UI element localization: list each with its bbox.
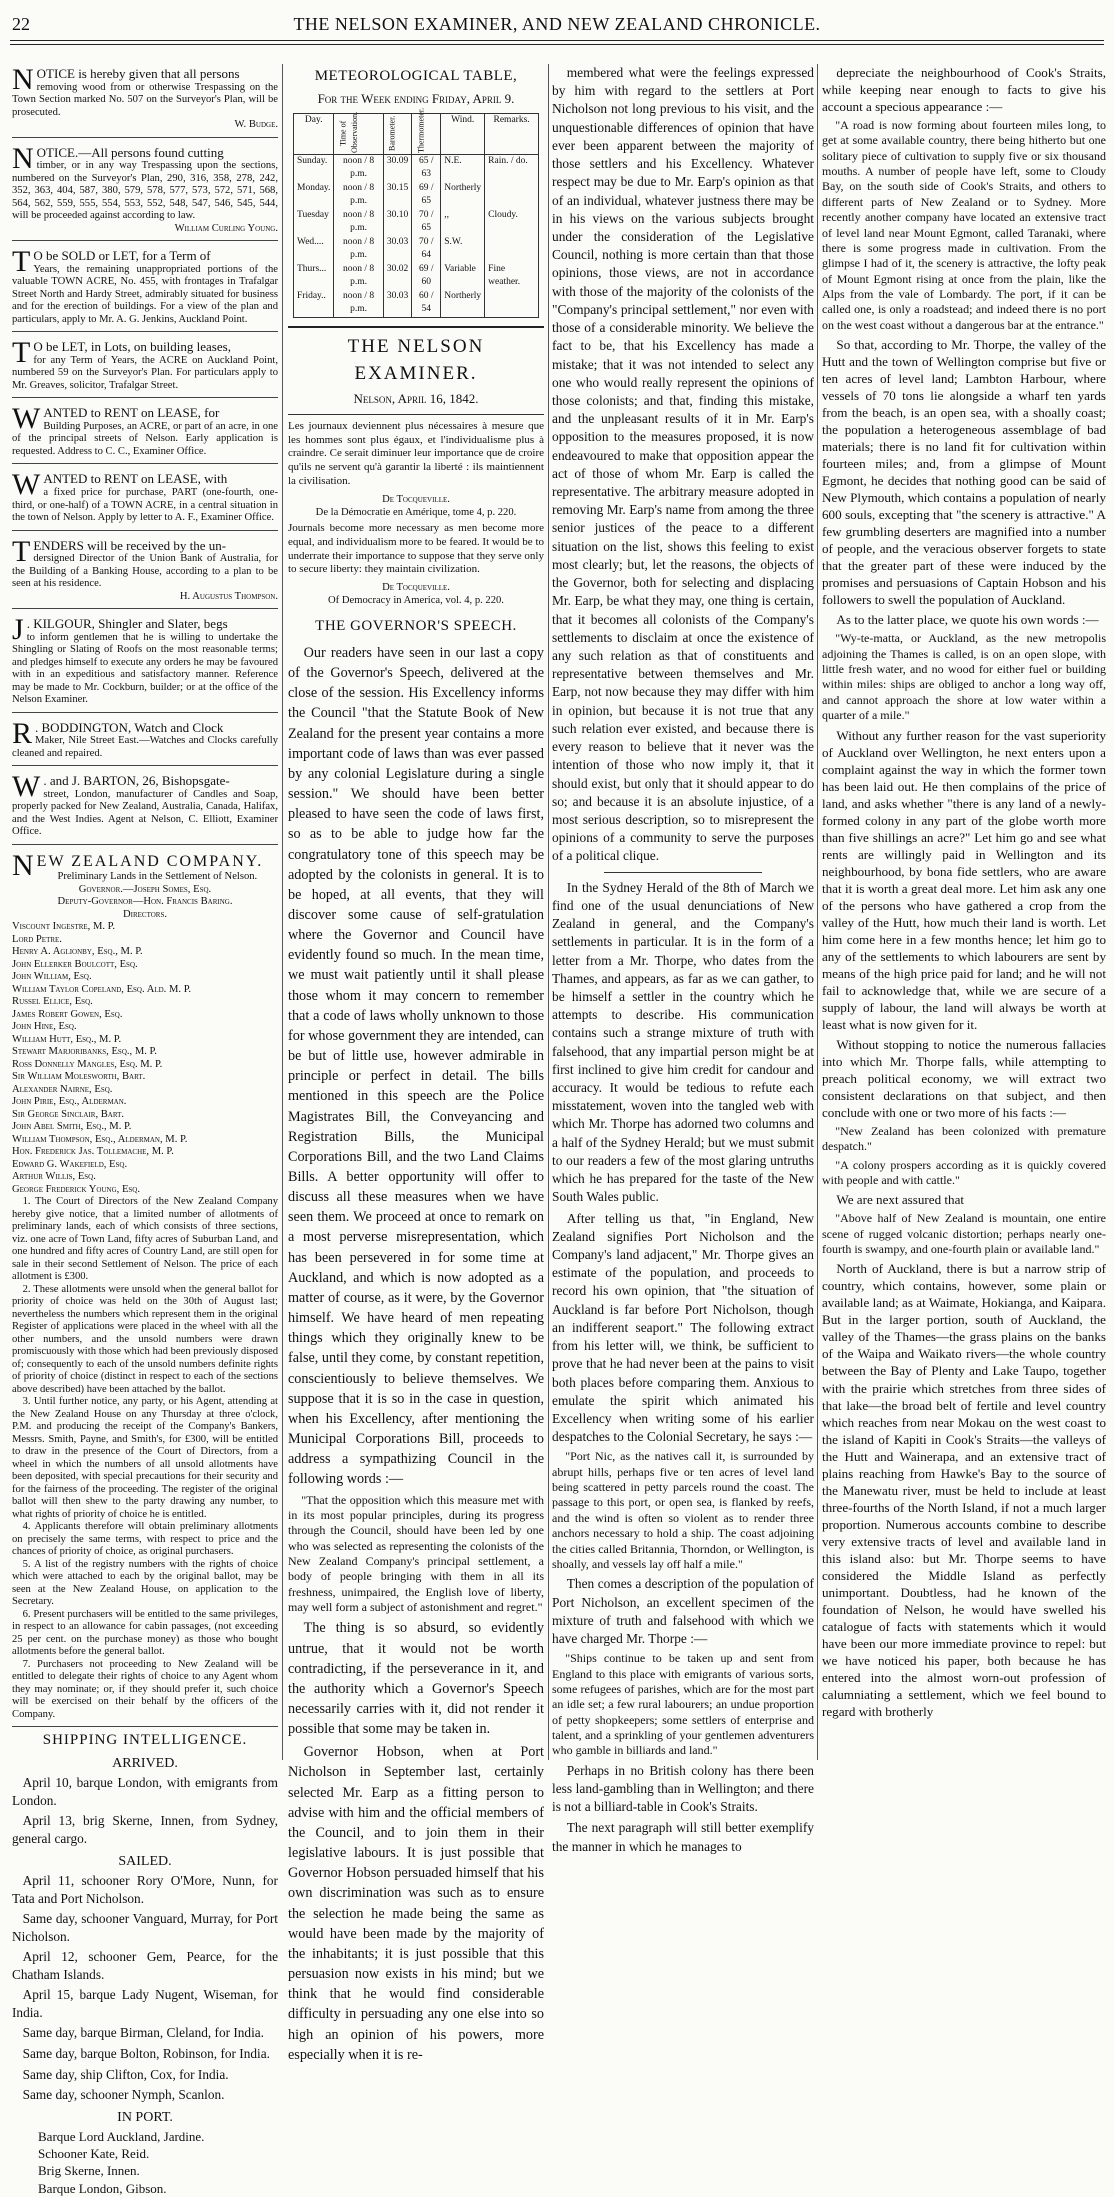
meteo-cell: 70 / 64 (412, 236, 441, 263)
meteo-cell: 69 / 65 (412, 182, 441, 209)
column-rule (548, 64, 549, 1760)
epigraph-author: De Tocqueville. (382, 493, 450, 505)
director-name: Sir George Sinclair, Bart. (12, 1108, 125, 1120)
article-paragraph: Without stopping to notice the numerous fallacies into which Mr. Thorpe falls, while attempting to preach political economy, we will extract two consistent declarations on that subject, and then conclude with one or two more of his facts :— (822, 1036, 1106, 1120)
meteo-body (294, 154, 539, 317)
meteo-cell: Friday.. (294, 290, 334, 317)
dateline-rule (288, 414, 544, 415)
ad-body: Maker, Nile Street East.—Watches and Clocks carefully cleaned and repaired. (12, 735, 278, 759)
clause: 3. Until further notice, any party, or his Agent, attending at the New Zealand House on any Thursday at three o'clock, P.M. and producing the receipt of the Company's Bankers, Messrs. Smith, Payne, and Smith's, for £300, will be entitled to draw in the presence of the Court of Directors, from a wheel in which the numbers of all unsold allotments have been deposited, with special precautions for their security and for the fairness of the proceeding. The register of the original ballot will then shew to the party drawing any number, to what rights of priority of choice he is entitled. (12, 1396, 278, 1520)
article-paragraph: Then comes a description of the population of Port Nicholson, an excellent specimen of the mixture of truth and falsehood with which we have charged Mr. Thorpe :— (552, 1576, 814, 1646)
section-divider (604, 872, 761, 873)
epigraph-author-2: De Tocqueville. (382, 582, 450, 594)
meteo-header: Day. (294, 113, 334, 154)
epigraph-source: De la Démocratie en Amérique, tome 4, p. 220. (315, 506, 517, 518)
director-name: Lord Petre. (12, 933, 62, 945)
article-paragraph: "A colony prospers according as it is quickly covered with people and with cattle." (822, 1157, 1106, 1187)
meteo-header: Thermometer. (412, 113, 441, 154)
director-name: Hon. Frederick Jas. Tollemache, M. P. (12, 1146, 174, 1158)
ad-dropcap: T (12, 245, 31, 279)
ad-body: removing wood from or otherwise Trespassing on the Town Section marked No. 507 on the Surveyor's Plan, will be prosecuted. (12, 81, 278, 118)
meteorological-table (293, 108, 539, 318)
ad-headline: OTICE.—All persons found cutting (36, 144, 224, 160)
ad-body: dersigned Director of the Union Bank of Australia, for the Building of a Banking House, according to a plan to be seen at his residence. (12, 553, 278, 590)
meteo-cell: 30.15 (383, 182, 411, 209)
article-paragraph: "New Zealand has been colonized with premature despatch." (822, 1123, 1106, 1154)
ad-signature: H. Augustus Thompson. (179, 590, 278, 602)
ad-lead (12, 141, 278, 175)
masthead-title: THE NELSON EXAMINER, AND NEW ZEALAND CHRONICLE. (293, 14, 821, 34)
meteo-row (294, 182, 539, 209)
sailed-list (12, 1872, 278, 2104)
ad-headline: ANTED to RENT on LEASE, for (43, 405, 220, 421)
sailed-entry: Same day, schooner Nymph, Scanlon. (22, 2087, 225, 2103)
ad-body: street, London, manufacturer of Candles and Soap, properly packed for New Zealand, Australia, Canada, Halifax, and the West Indies. Agent at Nelson, C. Elliott, Examiner Office. (12, 788, 278, 838)
article-paragraph: "Wy-te-matta, or Auckland, as the new metropolis adjoining the Thames is called, is on an open slope, with little fresh water, and no wood for either fuel or building within miles: ships are obliged to anchor a long way off, and cannot approach the shore at low water within a quarter of a mile." (822, 631, 1106, 723)
meteo-cell: Variable (441, 263, 485, 290)
nzco-dropcap: N (12, 848, 34, 882)
ad-dropcap: N (12, 63, 34, 96)
ad-body: Years, the remaining unappropriated portions of the valuable TOWN ACRE, No. 455, with frontages in Trafalgar Street North and Hardy Street, admirably situated for business and for the erection of buildings. For a view of the plan and particulars, apply to Mr. A. G. Jenkins, Auckland Point. (12, 263, 278, 325)
sailed-entry: April 11, schooner Rory O'More, Nunn, for Tata and Port Nicholson. (12, 1873, 278, 1906)
meteo-cell: noon / 8 p.m. (334, 154, 383, 181)
meteo-title: METEOROLOGICAL TABLE, (314, 68, 518, 84)
meteo-cell: noon / 8 p.m. (334, 263, 383, 290)
article-paragraph: In the Sydney Herald of the 8th of March we find one of the usual denunciations of New Zealand in general, and the Company's settlements in particular. It is in the form of a letter from a Mr. Thorpe, who dates from the Thames, and appears, as far as we can gather, to be himself a settler in the country which he attempts to describe. His communication contains such a strange mixture of truth with falsehood, that any impartial person might be at first inclined to give him credit for candour and accuracy. It would be tedious to refute each misstatement, woven into the tangled web with which Mr. Thorpe has adorned two columns and a half of the Sydney Herald; but we must submit to our readers a few of the most glaring untruths which he has prepared for the taste of the New South Wales public. (552, 879, 814, 1205)
ad-lead (12, 63, 278, 96)
director-name: John Abel Smith, Esq., M. P. (12, 1121, 132, 1133)
arrived-entry: April 10, barque London, with emigrants from London. (12, 1775, 278, 1808)
arrived-list (12, 1774, 278, 1847)
article-paragraph: membered what were the feelings expressed by him with regard to the settlers at Port Nicholson not long previous to his visit, and the unquestionable differences of opinion that have ever been apparent between the majority of those settlers and his Excellency. Whatever respect may be due to Mr. Earp's opinion as that of an individual, whatever justness there may be in his views on the various subjects brought under the consideration of the Legislative Council, nothing is more certain than that those opinions, those views, are not in accordance with those of the majority of the colonists of the "Company's principal settlement," nor even with those of a considerable minority. We believe the fact to be, that his Excellency has made a mistake; that it was not intended to select any one who would really represent the opinions of those colonists; and that, finding this mistake, and the unpleasant results of it in Mr. Earp's opposition to the measures proposed, it is now endeavoured to make that opposition appear the act of those of whom Mr. Earp is called the representative. The arbitrary measure adopted in removing Mr. Earp's name from among the three senior justices of the peace to a different situation on the list, shows this feeling to exist most clearly; but, let the reasons, the objects of the Governor, both for selecting and displacing Mr. Earp, be what they may, one thing is certain, that it becomes all colonists of the Company's settlements to disclaim at once the existence of any such relation as that of constituents and representative between themselves and Mr. Earp, not now because they may differ with him in opinion, but because it is not true that any such relation ever existed, and because there is every reason to believe that it never was the intention of those who now imply it, that it should exist, but only that it should appear to do so; and because it is an absolute injustice, of a most serious description, so to misrepresent the opinions of a community to serve the purposes of a political clique. (552, 65, 814, 864)
column-rule (282, 64, 283, 1760)
director-name: Stewart Marjoribanks, Esq., M. P. (12, 1046, 157, 1058)
ad-headline: O be SOLD or LET, for a Term of (33, 248, 211, 264)
article-body (288, 643, 544, 2065)
clause: 2. These allotments were unsold when the general ballot for priority of choice was held on the 30th of August last; nevertheless the numbers which represent them in the original Register of applications were placed in the wheel with all the other numbers, and the unsold numbers were drawn promiscuously with those which had been previously disposed of; consequently to each of the unsold numbers definite rights of priority of choice (distinct in respect to each of the sections above described) have been attached by the ballot. (12, 1283, 278, 1395)
ad-lead (12, 336, 278, 370)
ad-dropcap: R (12, 716, 33, 750)
dateline: Nelson, April 16, 1842. (353, 390, 479, 406)
advertisement (12, 64, 278, 138)
in-port-list (12, 2128, 278, 2197)
article-paragraph: The thing is so absurd, so evidently untrue, that it would not be worth contradicting, if the perseverance in it, and the authority which a Governor's Speech necessarily carries with it, did not render it possible that some may be taken in. (288, 1620, 544, 1738)
thorpe-article-continued (822, 64, 1106, 1720)
meteo-cell: N.E. (441, 154, 485, 181)
meteo-cell: Rain. / do. (485, 154, 539, 181)
ad-headline: . KILGOUR, Shingler and Slater, begs (26, 616, 228, 632)
epigraph-french: Les journaux deviennent plus nécessaires à mesure que les hommes sont plus égaux, et l'individualisme plus à craindre. Ce serait diminuer leur importance que de croire qu'ils ne servent qu'à garantir la liberté : ils maintiennent la civilisation. (288, 419, 544, 487)
nzco-sub: Preliminary Lands in the Settlement of Nelson. (57, 871, 258, 883)
director-name: John William, Esq. (12, 971, 92, 983)
ad-headline: ENDERS will be received by the un- (33, 537, 227, 553)
sailed-entry: Same day, schooner Vanguard, Murray, for Port Nicholson. (12, 1911, 278, 1944)
article-paragraph: "A road is now forming about fourteen miles long, to get at some available country, there being hitherto but one solitary piece of cultivation to supply five or six thousand mouths. A number of people have left, some to Cloudy Bay, on the south side of Cook's Straits, and others to different parts of New Zealand or to Sydney. More recently another company have located an extensive tract of level land near Mount Egmont, called Taranaki, where there is some progress made in cultivation. From the glimpse I had of it, the scenery is attractive, the lofty peak of Mount Egmont rising at once from the plain, like the Alps from the vale of Lombardy. The port, if it can be called one, is only a roadstead; and indeed there is no port on the west coast without a dangerous bar at the entrance." (822, 118, 1106, 332)
clauses-list (12, 1196, 278, 1721)
ad-dropcap: W (12, 402, 41, 436)
sailed-entry: April 15, barque Lady Nugent, Wiseman, for India. (12, 1987, 278, 2020)
meteo-cell: 69 / 60 (412, 263, 441, 290)
meteo-cell: 30.02 (383, 263, 411, 290)
director-name: George Frederick Young, Esq. (12, 1183, 141, 1195)
meteo-header-row (294, 113, 539, 154)
directors-list (12, 921, 278, 1196)
meteo-cell: Cloudy. (485, 209, 539, 236)
article-paragraph: Governor Hobson, when at Port Nicholson in September last, certainly selected Mr. Earp as a fitting person to advise with him and the official members of the Council, and to join them in their legislative labours. It is just possible that Governor Hobson persuaded himself that his own discrimination was such as to ensure the selection he made being the same as would have been made by the majority of the inhabitants; it is just possible that this persuasion now exists in his mind; but we think that he would find considerable difficulty in persuading any one else into so high an opinion of his powers, more especially when it is re- (288, 1744, 544, 2063)
ad-dropcap: J (12, 613, 24, 647)
sailed-entry: Same day, barque Bolton, Robinson, for India. (22, 2045, 270, 2061)
meteo-cell: 60 / 54 (412, 290, 441, 317)
advertisement (12, 246, 278, 332)
advertisement (12, 771, 278, 845)
advertisement (12, 614, 278, 713)
director-name: James Robert Gowen, Esq. (12, 1008, 123, 1020)
epigraph (288, 420, 544, 608)
sailed-entry: April 12, schooner Gem, Pearce, for the Chatham Islands. (12, 1949, 278, 1982)
ad-dropcap: W (12, 770, 41, 804)
article-paragraph: The next paragraph will still better exemplify the manner in which he manages to (552, 1820, 814, 1854)
meteo-cell (485, 182, 539, 209)
port-entry: Barque Lord Auckland, Jardine. (38, 2129, 205, 2145)
meteo-header: Time of Observation. (334, 113, 383, 154)
article-paragraph: Without any further reason for the vast superiority of Auckland over Wellington, he next enters upon a complaint against the way in which the former town has been laid out. He then complains of the price of land, and asks whether "there is any land of a newly-formed colony in any part of the globe worth more than five shillings an acre?" Let him go and see what rents are willingly paid in Wellington and its neighbourhood, by bona fide settlers, who are aware that it is worth a great deal more. Let him ask any one of the persons who have gathered a crop from the valley of the Hutt, how much their land is worth. Let him come here in a few months hence; let him go to any of the settlements to which labourers are sent by means of the high price paid for land; and he will not fail to acknowledge that, while we are secure of a supply of labour, the land will always be worth at least what is now given for it. (822, 727, 1106, 1032)
article-paragraph: North of Auckland, there is but a narrow strip of country, which contains, however, some plain or available land; as at Waimate, Hokianga, and Kaipara. But in the larger portion, south of Auckland, the valley of the Thames—the grass plains on the banks of the Waipa and Waikato rivers—the whole country between the Bay of Plenty and Lake Taupo, together with the prairie which stretches from three sides of that lake—the broad belt of fertile and level country which reaches from near Mokau on the west coast to the island of Kapiti in Cook's Straits—the valleys of the Hutt and Wainerapa, and an extensive tract of plains reaching from Hawke's Bay to the source of the Manewatu river, must be held to include at least three-fourths of the North Island, if not a much larger proportion. Numerous accounts combine to describe very extensive tracts of level and available land in this island also: but Mr. Thorpe seems to have considered the Middle Island as perfectly unimportant. Doubtless, had he known of the foundation of Nelson, he would have swelled his catalogue of facts with statements which it would have been our more immediate province to repel: but we have noticed his paper, both because he has entered into the almost worn-out profession of calumniating a settlement, which we feel bound to regard with brotherly (822, 1261, 1106, 1719)
director-name: Russel Ellice, Esq. (12, 996, 93, 1008)
column-three (552, 64, 814, 1854)
meteo-cell: Northerly (441, 182, 485, 209)
port-entry: Schooner Kate, Reid. (38, 2146, 150, 2162)
meteo-cell: 70 / 65 (412, 209, 441, 236)
director-name: Henry A. Aglionby, Esq., M. P. (12, 946, 143, 958)
meteo-cell: Wed.... (294, 236, 334, 263)
article-paragraph: Perhaps in no British colony has there been less land-gambling than in Wellington; and there is not a billiard-table in Cook's Straits. (552, 1762, 814, 1815)
clause: 1. The Court of Directors of the New Zealand Company hereby give notice, that a limited number of allotments of preliminary lands, each of which consists of three sections, viz. one acre of Town Land, fifty acres of Suburban Land, and one hundred and fifty acres of Country Land, are still open for sale in their second Settlement of Nelson. The price of each allotment is £300. (12, 1196, 278, 1283)
ad-headline: ANTED to RENT on LEASE, with (43, 471, 228, 487)
article-headline: THE GOVERNOR'S SPEECH. (315, 617, 517, 634)
sailed-entry: Same day, barque Birman, Cleland, for India. (22, 2025, 264, 2041)
thorpe-article (552, 879, 814, 1856)
advertisement (12, 403, 278, 464)
ad-dropcap: W (12, 468, 41, 502)
port-entry: Barque London, Gibson. (38, 2180, 167, 2196)
arrived-entry: April 13, brig Skerne, Innen, from Sydney, general cargo. (12, 1813, 278, 1846)
shipping-intelligence (12, 1732, 278, 2197)
meteo-cell: Northerly (441, 290, 485, 317)
in-port-heading: IN PORT. (117, 2109, 173, 2125)
meteo-cell: 30.09 (383, 154, 411, 181)
meteo-cell: 30.03 (383, 236, 411, 263)
ad-lead (12, 534, 278, 568)
article-paragraph: We are next assured that (836, 1192, 965, 1208)
meteo-header: Wind. (441, 113, 485, 154)
ad-body: Building Purposes, an ACRE, or part of an acre, in one of the principal streets of Nelson. Early application is requested. Address to C. C., Examiner Office. (12, 420, 278, 457)
article-paragraph: After telling us that, "in England, New Zealand signifies Port Nicholson and the Company's land adjacent," Mr. Thorpe gives an estimate of the population, and proceeds to record his own opinion, that "the situation of Auckland is far before Port Nicholson, though an indifferent seaport." The following extract from his letter will, we think, be sufficient to prove that he had never been at the pains to visit both places before comparing them. Anxious to emulate the spirit which animated his Excellency when writing some of his earlier despatches to the Colonial Secretary, he says :— (552, 1210, 814, 1445)
meteo-cell: noon / 8 p.m. (334, 182, 383, 209)
meteo-cell: noon / 8 p.m. (334, 290, 383, 317)
masthead-rule (10, 40, 1104, 41)
article-paragraph: "That the opposition which this measure met with in its most popular principles, during its progress through the Council, should have been led by one who was selected as representing the colonists of the New Zealand Company's principal settlement, a body of people bringing with them in all its freshness, unimpaired, the English love of liberty, may well form a subject of astonishment and regret." (288, 1492, 544, 1615)
meteo-cell (485, 290, 539, 317)
nzco-directors-head: Directors. (122, 908, 167, 920)
epigraph-english: Journals become more necessary as men become more equal, and individualism more to be feared. It would be to underrate their importance to suppose that they serve only to secure liberty: they maintain civilization. (288, 522, 544, 576)
clause: 4. Applicants therefore will obtain preliminary allotments on precisely the same terms, with respect to price and the chances of priority of choice, as original purchasers. (12, 1521, 278, 1558)
director-name: John Ellerker Boulcott, Esq. (12, 958, 138, 970)
meteo-row (294, 263, 539, 290)
column-rule (817, 64, 818, 1760)
director-name: Edward G. Wakefield, Esq. (12, 1158, 128, 1170)
article-paragraph: So that, according to Mr. Thorpe, the valley of the Hutt and the town of Wellington comprise but five or ten acres of level land; Lambton Harbour, where vessels of 70 tons lie alongside a wharf ten yards from the beach, is an open sea, with a shoally coast; the population a heterogeneous assemblage of bad materials; there is no land fit for cultivation within fourteen miles; and, from a glimpse of Mount Egmont, he decides that nothing good can be said of New Plymouth, which contains a population of nearly 600 souls, excepting that "the scenery is attractive." A few grumbling deserters are magnified into a number of people, and the veracious observer forgets to state that the greater part of these were induced by the promises and persuasions of Captain Hobson and his followers to swell the population of Auckland. (822, 337, 1106, 608)
ad-dropcap: N (12, 141, 34, 175)
ad-lead (12, 402, 278, 436)
ad-dropcap: T (12, 336, 31, 370)
meteo-row (294, 154, 539, 181)
ad-lead (12, 613, 278, 647)
director-name: John Pirie, Esq., Alderman. (12, 1096, 127, 1108)
meteo-cell: 30.10 (383, 209, 411, 236)
meteo-cell: Tuesday (294, 209, 334, 236)
column-editorial (288, 64, 544, 2063)
ad-body: for any Term of Years, the ACRE on Auckland Point, numbered 59 on the Surveyor's Plan. For particulars apply to Mr. Greaves, solicitor, Trafalgar Street. (12, 354, 278, 391)
ad-body: to inform gentlemen that he is willing to undertake the Shingling or Slating of Roofs on the most reasonable terms; and pledges himself to execute any orders he may be favoured with in an expeditious and satisfactory manner. Reference may be made to Mr. Cockburn, builder; or at the office of the Nelson Examiner. (12, 631, 278, 706)
meteo-cell: Monday. (294, 182, 334, 209)
meteo-row (294, 236, 539, 263)
meteo-row (294, 209, 539, 236)
ad-headline: . BODDINGTON, Watch and Clock (35, 719, 224, 735)
meteo-header: Remarks. (485, 113, 539, 154)
director-name: Ross Donnelly Mangles, Esq. M. P. (12, 1058, 163, 1070)
director-name: John Hine, Esq. (12, 1021, 77, 1033)
shipping-title: SHIPPING INTELLIGENCE. (42, 1732, 248, 1749)
article-paragraph: As to the latter place, we quote his own words :— (836, 612, 1099, 628)
director-name: William Hutt, Esq., M. P. (12, 1033, 122, 1045)
paper-title: THE NELSON EXAMINER. (288, 326, 544, 388)
ads-list (12, 64, 278, 845)
ad-headline: O be LET, in Lots, on building leases, (33, 339, 231, 355)
ad-dropcap: T (12, 534, 31, 568)
ad-lead (12, 770, 278, 804)
director-name: Alexander Nairne, Esq. (12, 1083, 113, 1095)
ad-signature: William Curling Young. (174, 222, 278, 234)
meteo-subtitle: For the Week ending Friday, April 9. (317, 91, 515, 107)
advertisement (12, 469, 278, 530)
column-advertisements (12, 63, 278, 2196)
meteo-row (294, 290, 539, 317)
meteo-cell: noon / 8 p.m. (334, 209, 383, 236)
director-name: Viscount Ingestre, M. P. (12, 921, 116, 933)
column-four (822, 64, 1106, 1764)
director-name: William Thompson, Esq., Alderman, M. P. (12, 1133, 188, 1145)
advertisement (12, 718, 278, 767)
port-entry: Brig Skerne, Innen. (38, 2163, 140, 2179)
ad-body: a fixed price for purchase, PART (one-fourth, one-third, or one-half) of a TOWN ACRE, in a central situation in the town of Nelson. Apply by letter to A. F., Examiner Office. (12, 487, 278, 524)
article-paragraph: Our readers have seen in our last a copy of the Governor's Speech, delivered at the close of the session. His Excellency informs the Council "that the Statute Book of New Zealand for the present year contains a more important code of laws than was ever passed by any colonial Legislature during a single session." We should have been better pleased to have seen the code of laws first, so as to be able to judge how far the congratulatory tone of this speech may be adopted by the colonists in general. It is to be hoped, at all events, that they will discover some cause of self-gratulation where the Governor and Council have evidently found so much. In the mean time, we must wait patiently until it shall please those whom it may concern to remember that a code of laws wholly unknown to those for whose government they are intended, can be but of little use, however admirable in principle or perfect in detail. The bills mentioned in this speech are the Police Magistrates Bill, the Conveyancing and Registration Bills, the Municipal Corporations Bill, and the two Land Claims Bills. A better opportunity will offer to discuss all these measures when we have seen them. We proceed at once to remark on a most perverse misrepresentation, which has been persevered in for some time at Auckland, and which is now adopted as a matter of course, as it were, by the Governor himself. We have heard of men repeating things which they originally knew to be false, until they come, by constant repetition, conscientiously to believe themselves. We suppose that it is so in the case in question, when his Excellency, after mentioning the Municipal Corporations Bill, proceeds to address a sympathizing Council in the following words :— (288, 644, 544, 1488)
nzco-title: EW ZEALAND COMPANY. (36, 852, 264, 870)
ad-body: timber, or in any way Trespassing upon the sections, numbered on the Surveyor's Plan, 290, 316, 358, 278, 242, 352, 363, 404, 587, 380, 579, 578, 577, 573, 572, 571, 568, 564, 562, 559, 555, 554, 553, 552, 548, 547, 546, 545, 544, will be proceeded against according to law. (12, 160, 278, 222)
meteo-cell: noon / 8 p.m. (334, 236, 383, 263)
ad-headline: OTICE is hereby given that all persons (36, 66, 240, 81)
ad-headline: . and J. BARTON, 26, Bishopsgate- (43, 773, 230, 789)
article-paragraph: "Port Nic, as the natives call it, is surrounded by abrupt hills, perhaps five or ten acres of level land being scattered in petty parcels round the coast. The passage to this port, or open sea, is flanked by reefs, and the wind is often so violent as to render three anchors necessary to hold a ship. The coast adjoining the cities called Britannia, Thorndon, or Wellington, is shoally, and vessels lay off half a mile." (552, 1449, 814, 1571)
advertisement (12, 143, 278, 242)
meteo-cell: S.W. (441, 236, 485, 263)
masthead (0, 14, 1114, 38)
clause: 5. A list of the registry numbers with the rights of choice which were attached to each by the original ballot, may be seen at the New Zealand House, on application to the Secretary. (12, 1558, 278, 1608)
director-name: William Taylor Copeland, Esq. Ald. M. P. (12, 983, 192, 995)
meteo-cell (485, 236, 539, 263)
ad-lead (12, 468, 278, 502)
sailed-entry: Same day, ship Clifton, Cox, for India. (22, 2066, 229, 2082)
arrived-heading: ARRIVED. (112, 1755, 178, 1771)
director-name: Arthur Willis, Esq. (12, 1171, 96, 1183)
article-paragraph: "Ships continue to be taken up and sent from England to this place with emigrants of various sorts, some refugees of parishes, which are for the most part an idle set; a few rural labourers; an undue proportion of petty shopkeepers; some settlers of enterprise and talent, and a sprinkling of your gentlemen adventurers who gamble in billiards and land." (552, 1651, 814, 1758)
nzco-deputy: Deputy-Governor—Hon. Francis Baring. (57, 896, 233, 908)
clause: 7. Purchasers not proceeding to New Zealand will be entitled to delegate their rights of choice to any Agent whom they may nominate; or, if they should prefer it, such choice will be exercised on their behalf by the officers of the Company. (12, 1658, 278, 1720)
advertisement (12, 536, 278, 610)
ad-signature: W. Budge. (234, 119, 278, 131)
page-number: 22 (12, 14, 30, 34)
article-paragraph: "Above half of New Zealand is mountain, one entire scene of rugged volcanic distortion; perhaps nearly one-fourth is swampy, and one-fourth plain or available land." (822, 1211, 1106, 1257)
clause: 6. Present purchasers will be entitled to the same privileges, in respect to an allowance for cabin passages, (not exceeding 25 per cent. on the purchase money) as those who bought allotments before the general ballot. (12, 1608, 278, 1658)
article-paragraph: depreciate the neighbourhood of Cook's Straits, while keeping near enough to facts to give his account a specious appearance :— (822, 65, 1106, 115)
sailed-heading: SAILED. (118, 1853, 172, 1869)
meteo-cell: 30.03 (383, 290, 411, 317)
ad-lead (12, 245, 278, 279)
director-name: Sir William Molesworth, Bart. (12, 1071, 146, 1083)
nz-company-notice (12, 850, 278, 1727)
article-continuation (552, 64, 814, 866)
meteo-cell: Fine weather. (485, 263, 539, 290)
meteo-cell: 65 / 63 (412, 154, 441, 181)
meteo-cell: Thurs... (294, 263, 334, 290)
meteo-header: Barometer. (383, 113, 411, 154)
nzco-governor: Governor.—Joseph Somes, Esq. (78, 883, 212, 895)
meteo-cell: Sunday. (294, 154, 334, 181)
advertisement (12, 337, 278, 398)
epigraph-source-2: Of Democracy in America, vol. 4, p. 220. (328, 595, 504, 607)
masthead-rule-thin (10, 44, 1104, 45)
meteo-cell: ,, (441, 209, 485, 236)
